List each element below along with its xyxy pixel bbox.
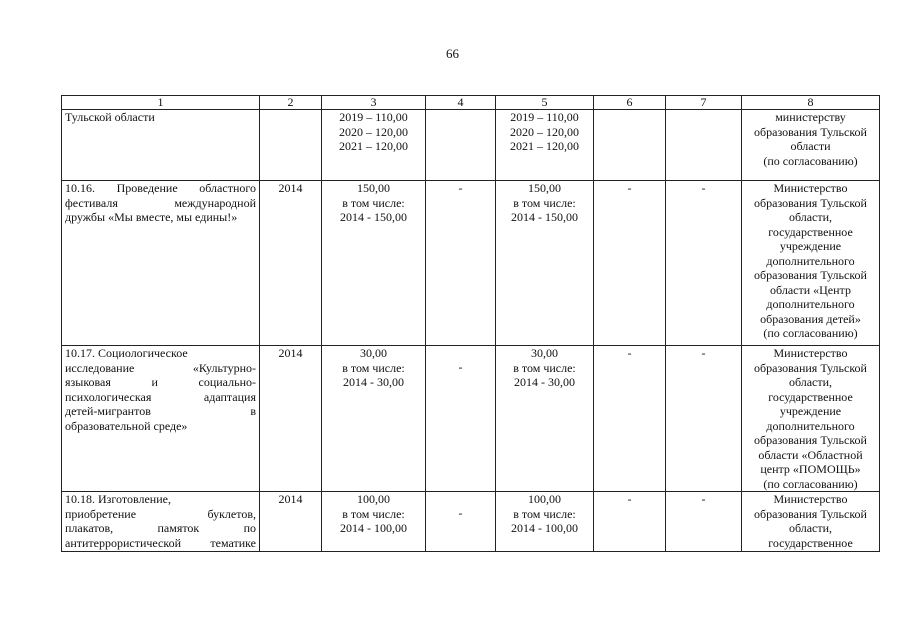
- regional-budget-cell: [496, 492, 594, 552]
- funding-cell: [322, 181, 426, 346]
- year-cell: 2014: [260, 346, 322, 492]
- activity-cell: [62, 346, 260, 492]
- activity-text-line: фестиваля международной: [65, 195, 256, 210]
- executor-cell: [742, 346, 880, 492]
- funding-line: 2019 – 110,00: [510, 110, 579, 124]
- activity-text-line: дружбы «Мы вместе, мы едины!»: [65, 210, 238, 224]
- funding-line: 2014 - 150,00: [511, 210, 578, 224]
- activity-text-line: детей-мигрантов в: [65, 404, 256, 418]
- dash-value: -: [458, 506, 463, 520]
- executor-line: дополнительного: [766, 418, 855, 433]
- activity-cell: [62, 110, 260, 181]
- col6-cell: -: [594, 346, 666, 492]
- executor-line: области «Центр: [770, 282, 851, 297]
- funding-line: 2014 - 30,00: [514, 375, 575, 389]
- year-cell: 2014: [260, 492, 322, 552]
- activity-text-line: 10.17. Социологическое: [65, 346, 188, 360]
- activity-text-line: языковая и социально-: [65, 375, 256, 389]
- funding-cell: [322, 346, 426, 492]
- executor-line: государственное: [768, 389, 853, 404]
- col7-cell: -: [666, 181, 742, 346]
- funding-line: 30,00: [360, 346, 387, 360]
- executor-line: образования Тульской: [754, 506, 867, 521]
- funding-line: 100,00: [357, 492, 390, 506]
- dash-value: -: [458, 360, 463, 374]
- executor-line: учреждение: [779, 404, 842, 418]
- col4-cell: [426, 346, 496, 492]
- col4-cell: [426, 492, 496, 552]
- table-row: [62, 492, 880, 552]
- funding-line: 2020 – 120,00: [339, 124, 408, 139]
- col4-cell: [426, 110, 496, 181]
- activity-text-line: приобретение буклетов,: [65, 506, 256, 521]
- col6-cell: -: [594, 181, 666, 346]
- regional-budget-cell: [496, 346, 594, 492]
- executor-line: (по согласованию): [763, 326, 858, 340]
- column-header: 5: [496, 96, 594, 110]
- funding-line: 30,00: [531, 346, 558, 360]
- activity-cell: [62, 492, 260, 552]
- funding-line: 2019 – 110,00: [339, 110, 408, 124]
- program-activities-table: [61, 95, 880, 552]
- year-cell: [260, 110, 322, 181]
- activity-text-line: 10.16. Проведение областного: [65, 181, 256, 195]
- column-header: 6: [594, 96, 666, 110]
- executor-line: области,: [788, 521, 833, 535]
- regional-budget-cell: [496, 110, 594, 181]
- activity-cell: [62, 181, 260, 346]
- activity-text-line: исследование «Культурно-: [65, 360, 256, 375]
- col7-cell: -: [666, 346, 742, 492]
- activity-text-line: антитеррористической тематике: [65, 535, 256, 550]
- table-row: [62, 110, 880, 181]
- activity-text-line: плакатов, памяток по: [65, 521, 256, 535]
- funding-line: в том числе:: [342, 506, 405, 521]
- column-header: 1: [62, 96, 260, 110]
- column-header: 4: [426, 96, 496, 110]
- funding-line: 2020 – 120,00: [510, 124, 579, 139]
- executor-line: Министерство: [773, 181, 848, 195]
- executor-line: Министерство: [773, 346, 848, 360]
- table-row: [62, 181, 880, 346]
- executor-line: государственное: [768, 224, 853, 239]
- executor-line: области: [790, 139, 831, 153]
- funding-line: 2021 – 120,00: [510, 139, 579, 153]
- funding-line: в том числе:: [342, 360, 405, 375]
- executor-line: Министерство: [773, 492, 848, 506]
- funding-line: 150,00: [528, 181, 561, 195]
- funding-line: 150,00: [357, 181, 390, 195]
- executor-line: образования Тульской: [754, 433, 867, 447]
- activity-text-line: 10.18. Изготовление,: [65, 492, 171, 506]
- column-header: 2: [260, 96, 322, 110]
- executor-cell: [742, 110, 880, 181]
- executor-line: центр «ПОМОЩЬ»: [760, 462, 861, 476]
- executor-cell: [742, 181, 880, 346]
- regional-budget-cell: [496, 181, 594, 346]
- table-row: [62, 346, 880, 492]
- column-header: 7: [666, 96, 742, 110]
- funding-line: 2014 - 150,00: [340, 210, 407, 224]
- funding-line: в том числе:: [342, 195, 405, 210]
- executor-line: области,: [788, 210, 833, 224]
- executor-line: государственное: [768, 535, 853, 550]
- executor-line: министерству: [775, 110, 846, 124]
- activity-text-line: образовательной среде»: [65, 418, 188, 433]
- executor-line: образования детей»: [760, 311, 861, 326]
- funding-line: 2014 - 30,00: [343, 375, 404, 389]
- funding-line: 100,00: [528, 492, 561, 506]
- executor-line: дополнительного: [766, 297, 855, 311]
- executor-cell: [742, 492, 880, 552]
- funding-line: 2014 - 100,00: [340, 521, 407, 535]
- executor-line: образования Тульской: [754, 360, 867, 375]
- col6-cell: [594, 110, 666, 181]
- activity-text-line: Тульской области: [65, 110, 155, 124]
- funding-line: в том числе:: [513, 506, 576, 521]
- activity-text-line: психологическая адаптация: [65, 389, 256, 404]
- funding-line: в том числе:: [513, 195, 576, 210]
- col4-cell: -: [426, 181, 496, 346]
- executor-line: области,: [788, 375, 833, 389]
- executor-line: образования Тульской: [754, 124, 867, 139]
- col7-cell: -: [666, 492, 742, 552]
- executor-line: области «Областной: [758, 447, 863, 462]
- page-number: 66: [446, 46, 459, 61]
- column-header: 8: [742, 96, 880, 110]
- executor-line: (по согласованию): [763, 153, 858, 168]
- funding-line: 2021 – 120,00: [339, 139, 408, 153]
- funding-cell: [322, 492, 426, 552]
- col7-cell: [666, 110, 742, 181]
- executor-line: учреждение: [779, 239, 842, 253]
- year-cell: 2014: [260, 181, 322, 346]
- column-header: 3: [322, 96, 426, 110]
- executor-line: образования Тульской: [754, 268, 867, 282]
- col6-cell: -: [594, 492, 666, 552]
- executor-line: образования Тульской: [754, 195, 867, 210]
- funding-line: 2014 - 100,00: [511, 521, 578, 535]
- executor-line: дополнительного: [766, 253, 855, 268]
- column-number-header-row: [62, 96, 880, 110]
- funding-line: в том числе:: [513, 360, 576, 375]
- executor-line: (по согласованию): [763, 476, 858, 491]
- funding-cell: [322, 110, 426, 181]
